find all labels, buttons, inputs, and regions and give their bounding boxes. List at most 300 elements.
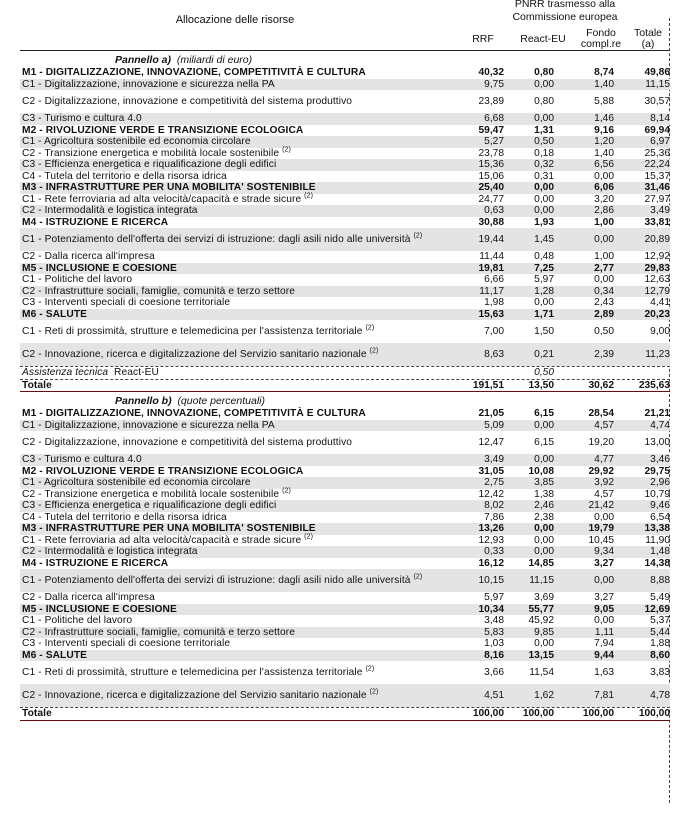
- cell-rrf: 191,51: [472, 379, 504, 391]
- footnote-marker: (2): [369, 347, 379, 355]
- cell-totale: 1,48: [650, 546, 670, 557]
- cell-react: 11,15: [529, 574, 554, 586]
- cell-react: 13,15: [528, 649, 554, 661]
- mission-row: [20, 67, 670, 79]
- row-label: [20, 286, 452, 298]
- cell-react: 0,00: [534, 113, 554, 124]
- component-row: [20, 638, 670, 650]
- cell-rrf: 0,63: [484, 205, 504, 216]
- cell-rrf: 4,51: [484, 689, 504, 701]
- cell-fondo: 3,20: [594, 193, 614, 205]
- cell-react: 0,00: [534, 546, 554, 557]
- cell-totale: 22,24: [644, 159, 670, 170]
- cell-fondo: 1,00: [594, 216, 614, 228]
- row-label-text: M5 - INCLUSIONE E COESIONE: [22, 603, 177, 615]
- cell-totale: 21,21: [644, 408, 670, 419]
- cell-react: 14,85: [528, 557, 554, 569]
- cell-totale: 3,49: [650, 205, 670, 216]
- cell-fondo: 100,00: [582, 708, 614, 719]
- cell-fondo: 1,11: [594, 626, 614, 638]
- cell-fondo: 7,81: [594, 689, 614, 701]
- header-group-line1: PNRR trasmesso alla: [514, 0, 616, 10]
- row-label-text: M6 - SALUTE: [22, 308, 88, 320]
- cell-totale: 10,79: [644, 488, 670, 500]
- row-label: [20, 326, 452, 338]
- component-row: [20, 489, 670, 501]
- cell-react: 0,00: [534, 534, 554, 546]
- cell-fondo: 2,86: [594, 205, 614, 216]
- cell-react: 0,32: [534, 159, 554, 170]
- cell-react: 0,00: [534, 193, 554, 205]
- row-label-text: C1 - Rete ferroviaria ad alta velocità/capacità e strade sicure: [22, 193, 302, 205]
- cell-react: 11,54: [529, 666, 554, 678]
- cell-fondo: 10,45: [588, 534, 614, 546]
- footnote-marker: (2): [413, 232, 423, 240]
- row-label-text: C1 - Potenziamento dell'offerta dei servizi di istruzione: dagli asili nido alle università: [22, 574, 411, 586]
- header-col-react: React-EU: [520, 33, 566, 45]
- row-label: [20, 604, 452, 616]
- mission-row: [20, 182, 670, 194]
- cell-fondo: 0,34: [594, 285, 614, 297]
- cell-rrf: 8,16: [484, 649, 504, 661]
- header-col-fondo-line1: Fondo: [586, 27, 616, 39]
- row-label: [20, 500, 452, 512]
- cell-rrf: 10,15: [478, 574, 504, 586]
- cell-rrf: 23,78: [478, 147, 504, 159]
- component-row: [20, 90, 670, 113]
- header-col-fondo: [576, 28, 626, 50]
- cell-fondo: 19,20: [588, 436, 614, 448]
- cell-react: 3,69: [534, 592, 554, 603]
- cell-rrf: 5,09: [484, 419, 504, 431]
- cell-react: 5,97: [534, 274, 554, 285]
- cell-totale: 12,63: [644, 274, 670, 285]
- cell-fondo: 6,06: [594, 182, 614, 193]
- cell-react: 2,46: [534, 500, 554, 511]
- cell-totale: 11,15: [645, 78, 670, 90]
- row-label-text: C2 - Innovazione, ricerca e digitalizzazione del Servizio sanitario nazionale: [22, 689, 367, 701]
- row-label: [20, 297, 452, 309]
- component-row: [20, 512, 670, 524]
- cell-react: 10,08: [528, 465, 554, 477]
- row-label: [20, 205, 452, 217]
- footnote-marker: (2): [304, 192, 314, 200]
- cell-totale: 11,90: [645, 534, 670, 546]
- component-row: [20, 569, 670, 592]
- row-label-text: C1 - Potenziamento dell'offerta dei servizi di istruzione: dagli asili nido alle università: [22, 233, 411, 245]
- cell-fondo: 4,57: [594, 419, 614, 431]
- row-label-text: C1 - Politiche del lavoro: [22, 615, 133, 626]
- cell-rrf: 5,83: [484, 626, 504, 638]
- header-col-totale: [626, 28, 670, 50]
- footnote-marker: (2): [365, 665, 375, 673]
- cell-rrf: 21,05: [478, 408, 504, 419]
- row-label: [20, 96, 452, 108]
- mission-row: [20, 263, 670, 275]
- row-label: [20, 437, 452, 449]
- cell-fondo: 1,40: [594, 78, 614, 90]
- row-label-text: C1 - Agricoltura sostenibile ed economia circolare: [22, 136, 251, 147]
- component-row: [20, 684, 670, 707]
- panel-a-title-label: Pannello a): [115, 54, 172, 66]
- cell-react: 100,00: [522, 708, 554, 719]
- component-row: [20, 546, 670, 558]
- cell-rrf: 12,93: [478, 534, 504, 546]
- cell-rrf: 12,47: [478, 436, 504, 448]
- cell-totale: 4,74: [650, 419, 670, 431]
- cell-fondo: 0,00: [594, 511, 614, 523]
- mission-row: [20, 309, 670, 321]
- cell-rrf: 30,88: [478, 216, 504, 228]
- table-header: [20, 0, 670, 51]
- component-row: [20, 148, 670, 160]
- row-label: Totale: [22, 379, 52, 391]
- component-row: [20, 274, 670, 286]
- row-label-text: C4 - Tutela del territorio e della risorsa idrica: [22, 511, 227, 523]
- cell-totale: 4,41: [650, 297, 670, 308]
- cell-rrf: 100,00: [472, 708, 504, 719]
- row-label-text: M3 - INFRASTRUTTURE PER UNA MOBILITA' SOSTENIBILE: [22, 523, 316, 534]
- header-col-totale-line1: Totale: [633, 27, 663, 39]
- component-row: [20, 171, 670, 183]
- row-label: [20, 615, 452, 627]
- cell-totale: 29,83: [644, 262, 670, 274]
- cell-react: 0,80: [534, 95, 554, 107]
- cell-fondo: 0,00: [594, 574, 614, 586]
- cell-react: 9,85: [534, 626, 554, 638]
- row-label: [20, 454, 452, 466]
- component-row: [20, 286, 670, 298]
- cell-totale: 3,46: [650, 454, 670, 465]
- row-label-text: M1 - DIGITALIZZAZIONE, INNOVAZIONE, COMPETITIVITÀ E CULTURA: [22, 408, 366, 419]
- row-label-text: M3 - INFRASTRUTTURE PER UNA MOBILITA' SOSTENIBILE: [22, 182, 316, 193]
- cell-rrf: 6,66: [484, 274, 504, 285]
- cell-rrf: 0,33: [484, 546, 504, 557]
- cell-fondo: 3,27: [594, 557, 614, 569]
- cell-react: 0,48: [534, 251, 554, 262]
- row-label: [20, 136, 452, 148]
- mission-row: [20, 466, 670, 478]
- component-row: [20, 627, 670, 639]
- component-row: [20, 420, 670, 432]
- cell-rrf: 11,17: [479, 285, 504, 297]
- row-label-text: C2 - Intermodalità e logistica integrata: [22, 546, 198, 557]
- component-row: [20, 615, 670, 627]
- row-label: [20, 263, 452, 275]
- cell-rrf: 25,40: [478, 182, 504, 193]
- footnote-marker: (2): [304, 533, 314, 541]
- cell-totale: 2,96: [650, 477, 670, 488]
- row-label-text: M4 - ISTRUZIONE E RICERCA: [22, 216, 169, 228]
- mission-row: [20, 408, 670, 420]
- cell-react: 1,71: [534, 308, 554, 320]
- cell-fondo: 21,42: [588, 500, 614, 511]
- cell-totale: 12,79: [644, 285, 670, 297]
- row-label: [20, 638, 452, 650]
- row-label: [20, 477, 452, 489]
- component-row: [20, 477, 670, 489]
- cell-totale: 12,69: [644, 603, 670, 615]
- cell-totale: 49,86: [644, 67, 670, 78]
- panel-b-total-row: [20, 707, 670, 721]
- row-label: [20, 217, 452, 229]
- cell-react: 0,00: [534, 454, 554, 465]
- cell-fondo: 0,00: [594, 615, 614, 626]
- cell-react: 0,00: [534, 419, 554, 431]
- cell-rrf: 11,44: [479, 251, 504, 262]
- cell-react: 1,28: [534, 285, 554, 297]
- cell-fondo: 9,16: [594, 124, 614, 136]
- header-group: [460, 0, 670, 24]
- cell-fondo: 0,00: [594, 274, 614, 285]
- row-label: [20, 650, 452, 662]
- row-label-text: C2 - Dalla ricerca all'impresa: [22, 251, 155, 262]
- cell-totale: 5,37: [650, 615, 670, 626]
- row-label: [20, 171, 452, 183]
- cell-rrf: 8,63: [484, 348, 504, 360]
- cell-react: 0,00: [534, 205, 554, 216]
- row-label: [20, 194, 452, 206]
- component-row: [20, 194, 670, 206]
- cell-totale: 5,49: [650, 592, 670, 603]
- footnote-marker: (2): [282, 487, 291, 495]
- cell-rrf: 16,12: [478, 557, 504, 569]
- mission-row: [20, 125, 670, 137]
- cell-totale: 6,97: [650, 136, 670, 147]
- row-label: [20, 349, 452, 361]
- cell-rrf: 5,27: [484, 136, 504, 147]
- component-row: [20, 661, 670, 684]
- header-group-line2: Commissione europea: [512, 11, 618, 23]
- cell-totale: 9,46: [650, 500, 670, 511]
- row-label: [20, 67, 452, 79]
- row-label: [20, 466, 452, 478]
- cell-rrf: 8,02: [484, 500, 504, 511]
- cell-rrf: 3,66: [484, 666, 504, 678]
- resource-allocation-table: [20, 0, 670, 721]
- cell-react: 0,21: [534, 348, 554, 360]
- header-allocation: Allocazione delle risorse: [175, 14, 295, 26]
- cell-react: 0,50: [534, 367, 554, 378]
- row-label: [20, 79, 452, 91]
- row-label-text: C1 - Digitalizzazione, innovazione e sicurezza nella PA: [22, 419, 275, 431]
- cell-totale: 235,63: [638, 379, 670, 391]
- row-label: [20, 489, 452, 501]
- cell-rrf: 13,26: [478, 523, 504, 534]
- row-label: [20, 148, 452, 160]
- cell-totale: 20,23: [644, 308, 670, 320]
- row-label: [20, 523, 452, 535]
- header-col-fondo-line2: compl.re: [580, 38, 622, 50]
- mission-row: [20, 558, 670, 570]
- cell-totale: 27,97: [644, 193, 670, 205]
- cell-rrf: 23,89: [478, 95, 504, 107]
- component-row: [20, 431, 670, 454]
- cell-rrf: 1,98: [484, 297, 504, 308]
- row-label-text: C1 - Rete ferroviaria ad alta velocità/capacità e strade sicure: [22, 534, 302, 546]
- cell-fondo: 0,50: [594, 325, 614, 337]
- cell-rrf: 15,06: [478, 170, 504, 182]
- cell-fondo: 5,88: [594, 95, 614, 107]
- cell-totale: 31,46: [644, 182, 670, 193]
- cell-react: 55,77: [528, 603, 554, 615]
- cell-react: 1,93: [534, 216, 554, 228]
- cell-react: 0,00: [534, 182, 554, 193]
- cell-rrf: 59,47: [478, 124, 504, 136]
- component-row: [20, 454, 670, 466]
- cell-react: 1,62: [534, 689, 554, 701]
- cell-totale: 8,60: [650, 649, 670, 661]
- panel-a-title-unit: (miliardi di euro): [176, 54, 253, 66]
- component-row: [20, 113, 670, 125]
- cell-totale: 69,94: [644, 124, 670, 136]
- mission-row: [20, 604, 670, 616]
- component-row: [20, 343, 670, 366]
- mission-row: [20, 523, 670, 535]
- row-label: [20, 546, 452, 558]
- cell-react: 6,15: [534, 436, 554, 448]
- component-row: [20, 535, 670, 547]
- row-label: [20, 367, 452, 379]
- tech-label-italic: Assistenza tecnica: [22, 367, 109, 378]
- cell-totale: 30,57: [644, 95, 670, 107]
- cell-react: 0,00: [534, 638, 554, 649]
- footnote-marker: (2): [282, 146, 291, 154]
- mission-row: [20, 217, 670, 229]
- cell-rrf: 5,97: [484, 592, 504, 603]
- row-label: [20, 420, 452, 432]
- cell-fondo: 7,94: [594, 638, 614, 649]
- cell-totale: 8,88: [650, 574, 670, 586]
- cell-fondo: 3,27: [594, 592, 614, 603]
- cell-fondo: 1,46: [594, 113, 614, 124]
- cell-totale: 100,00: [638, 708, 670, 719]
- cell-fondo: 3,92: [594, 477, 614, 488]
- component-row: [20, 251, 670, 263]
- row-label-text: C3 - Interventi speciali di coesione territoriale: [22, 297, 231, 308]
- row-label-text: C2 - Dalla ricerca all'impresa: [22, 592, 155, 603]
- cell-react: 1,38: [534, 488, 554, 500]
- cell-totale: 3,83: [650, 666, 670, 678]
- cell-rrf: 10,34: [478, 603, 504, 615]
- cell-fondo: 8,74: [594, 67, 614, 78]
- cell-react: 1,31: [534, 124, 554, 136]
- row-label-text: C2 - Digitalizzazione, innovazione e competitività del sistema produttivo: [22, 436, 353, 448]
- row-label: [20, 558, 452, 570]
- panel-b-title: [20, 392, 670, 408]
- cell-fondo: 19,79: [588, 523, 614, 534]
- row-label: [20, 309, 452, 321]
- cell-fondo: 9,34: [594, 546, 614, 557]
- header-col-rrf: RRF: [472, 33, 494, 45]
- row-label-text: M1 - DIGITALIZZAZIONE, INNOVAZIONE, COMPETITIVITÀ E CULTURA: [22, 67, 366, 78]
- cell-react: 0,00: [534, 78, 554, 90]
- component-row: [20, 592, 670, 604]
- component-row: [20, 297, 670, 309]
- cell-rrf: 2,75: [484, 477, 504, 488]
- cell-react: 13,50: [528, 379, 554, 391]
- panel-b-title-unit: (quote percentuali): [177, 395, 265, 407]
- cell-totale: 5,44: [650, 626, 670, 638]
- cell-react: 0,18: [534, 147, 554, 159]
- cell-fondo: 1,40: [594, 147, 614, 159]
- cell-totale: 4,78: [650, 689, 670, 701]
- row-label: [20, 159, 452, 171]
- row-label-text: M6 - SALUTE: [22, 649, 88, 661]
- row-label: [20, 575, 452, 587]
- cell-fondo: 1,63: [594, 666, 614, 678]
- panel-b-rows: [20, 408, 670, 707]
- footnote-marker: (2): [369, 688, 379, 696]
- cell-fondo: 30,62: [588, 379, 614, 391]
- cell-rrf: 19,81: [478, 262, 504, 274]
- cell-fondo: 4,57: [594, 488, 614, 500]
- cell-react: 6,15: [534, 408, 554, 419]
- row-label-text: C2 - Digitalizzazione, innovazione e competitività del sistema produttivo: [22, 95, 353, 107]
- row-label-text: M2 - RIVOLUZIONE VERDE E TRANSIZIONE ECOLOGICA: [22, 124, 304, 136]
- cell-react: 7,25: [534, 262, 554, 274]
- panel-a-rows: [20, 67, 670, 366]
- component-row: [20, 159, 670, 171]
- panel-a-total-row: [20, 379, 670, 393]
- row-label-text: C2 - Innovazione, ricerca e digitalizzazione del Servizio sanitario nazionale: [22, 348, 367, 360]
- cell-totale: 12,92: [644, 251, 670, 262]
- row-label-text: C2 - Transizione energetica e mobilità locale sostenibile: [22, 488, 280, 500]
- row-label-text: C1 - Reti di prossimità, strutture e telemedicina per l'assistenza territoriale: [22, 325, 363, 337]
- panel-b: [20, 392, 670, 721]
- cell-totale: 6,54: [650, 511, 670, 523]
- cell-react: 45,92: [528, 615, 554, 626]
- row-label: [20, 274, 452, 286]
- cell-rrf: 15,36: [478, 159, 504, 170]
- row-label: [20, 592, 452, 604]
- row-label: [20, 182, 452, 194]
- cell-rrf: 31,05: [478, 465, 504, 477]
- cell-react: 1,45: [534, 233, 554, 245]
- row-label-text: C3 - Interventi speciali di coesione territoriale: [22, 638, 231, 649]
- cell-fondo: 6,56: [594, 159, 614, 170]
- cell-rrf: 19,44: [478, 233, 504, 245]
- cell-fondo: 29,92: [588, 465, 614, 477]
- component-row: [20, 228, 670, 251]
- footnote-marker: (2): [413, 573, 423, 581]
- cell-react: 0,50: [534, 136, 554, 147]
- technical-assistance-row: [20, 366, 670, 379]
- row-label: [20, 512, 452, 524]
- cell-rrf: 3,49: [484, 454, 504, 465]
- cell-fondo: 1,20: [594, 136, 614, 147]
- cell-react: 3,85: [534, 477, 554, 488]
- row-label: [20, 535, 452, 547]
- cell-fondo: 2,89: [594, 308, 614, 320]
- cell-fondo: 9,44: [594, 649, 614, 661]
- cell-rrf: 6,68: [484, 113, 504, 124]
- row-label-text: C3 - Turismo e cultura 4.0: [22, 454, 142, 465]
- cell-fondo: 2,39: [594, 348, 614, 360]
- cell-totale: 9,00: [650, 325, 670, 337]
- cell-rrf: 40,32: [478, 67, 504, 78]
- cell-rrf: 7,86: [484, 511, 504, 523]
- cell-fondo: 2,43: [594, 297, 614, 308]
- row-label-text: C1 - Reti di prossimità, strutture e telemedicina per l'assistenza territoriale: [22, 666, 363, 678]
- row-label: [20, 627, 452, 639]
- cell-rrf: 1,03: [484, 638, 504, 649]
- cell-totale: 25,36: [644, 147, 670, 159]
- cell-totale: 29,75: [644, 465, 670, 477]
- row-label: [20, 125, 452, 137]
- cell-react: 1,50: [534, 325, 554, 337]
- footnote-marker: (2): [365, 324, 375, 332]
